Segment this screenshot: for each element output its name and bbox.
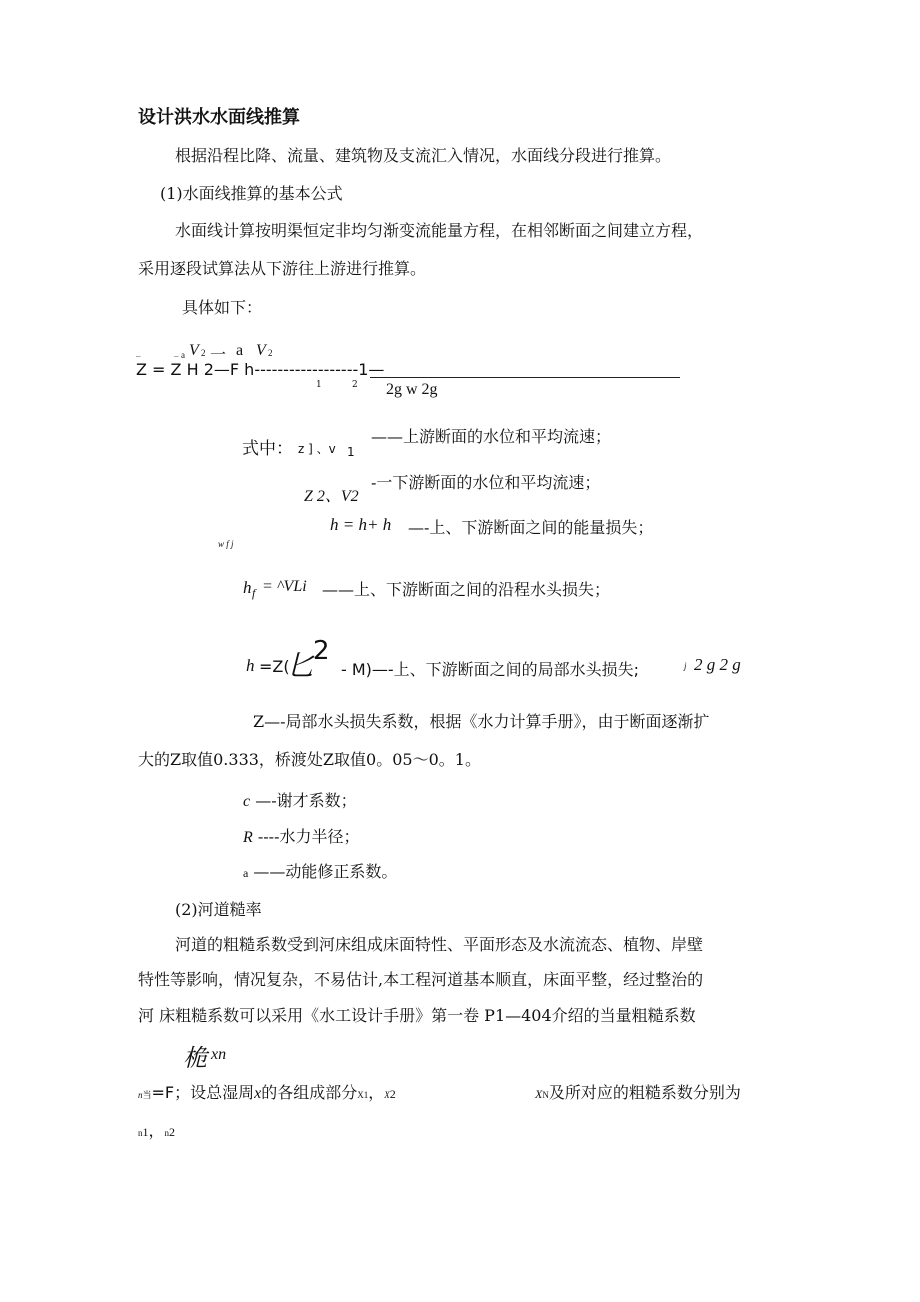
def-local-loss-text: - M)—-上、下游断面之间的局部水头损失; (341, 660, 640, 679)
def-friction-text: ——上、下游断面之间的沿程水头损失； (322, 580, 611, 599)
def-energy-loss-text: —-上、下游断面之间的能量损失； (408, 518, 654, 537)
roughness-coefficients-line (138, 1118, 175, 1141)
roughness-paragraph-line-2: 特性等影响，情况复杂，不易估计,本工程河道基本顺直，床面平整，经过整治的 (138, 970, 704, 989)
radius-def (243, 824, 360, 847)
equivalent-roughness-xn: xn (211, 1046, 227, 1063)
chezy-text: —-谢才系数； (250, 791, 357, 810)
x-symbol: x (254, 1085, 262, 1102)
n1-sub: 1 (142, 1125, 149, 1139)
def-local-loss-tail-j: j (684, 661, 687, 671)
def-energy-loss-symbol: h = h+ h (330, 515, 392, 534)
formula-superscript-mark: _ (136, 347, 141, 357)
page-title: 设计洪水水面线推算 (138, 107, 300, 128)
intro-paragraph: 根据沿程比降、流量、建筑物及支流汇入情况，水面线分段进行推算。 (175, 146, 672, 165)
def-local-loss-eq: =Z( (259, 657, 290, 676)
components-text: 的各组成部分 (261, 1083, 358, 1102)
x1-sub: 1 (363, 1090, 369, 1100)
method-paragraph-line-2: 采用逐段试算法从下游往上游进行推算。 (138, 259, 427, 278)
chezy-symbol: c (243, 793, 251, 810)
x2-sub: 2 (389, 1087, 396, 1101)
def-upstream-text: ——上游断面的水位和平均流速； (371, 427, 612, 446)
def-friction-equation: = ^VLi (262, 578, 307, 595)
formula-alpha-2: a (236, 342, 244, 359)
n-comma: ， (148, 1121, 165, 1140)
def-local-loss-symbol: h (246, 656, 255, 675)
def-downstream-text: -一下游断面的水位和平均流速； (371, 473, 601, 492)
n1-symbol: n (138, 1128, 143, 1138)
comma: ， (368, 1083, 385, 1102)
chezy-def (243, 788, 357, 811)
def-upstream-symbol-sub: 1 (347, 445, 355, 459)
x2-symbol: X (384, 1090, 390, 1100)
x1-symbol: X (357, 1090, 364, 1100)
roughness-paragraph-line-1: 河道的粗糙系数受到河床组成床面特性、平面形态及水流流态、植物、岸壁 (175, 935, 704, 954)
formula-sub-2: 2 (352, 380, 358, 390)
alpha-symbol: a (243, 866, 249, 880)
def-local-loss-tail: 2 g 2 g (694, 655, 741, 674)
section-1-heading: (1)水面线推算的基本公式 (160, 184, 343, 203)
section-2-heading: (2)河道糙率 (175, 900, 262, 919)
formula-minus: 一 (210, 345, 227, 364)
n2-symbol: n (164, 1128, 170, 1138)
alpha-def (243, 859, 397, 882)
def-upstream-symbol: z ] 、v (298, 442, 336, 456)
zeta-line-1: Z—-局部水头损失系数，根据《水力计算手册》，由于断面逐渐扩 (253, 712, 710, 731)
formula-main-line: Z = Z H 2—F h------------------1— (136, 360, 385, 379)
wetted-perimeter-tail (535, 1080, 741, 1103)
def-local-loss-glyph: 匕 (286, 649, 315, 682)
formula-sub-1: 1 (316, 380, 322, 390)
def-local-loss-superscript: 2 (313, 636, 330, 666)
n2-sub: 2 (169, 1125, 176, 1139)
formula-v2-upper-sub: 2 (201, 348, 206, 358)
xn-sub: N (542, 1090, 549, 1100)
radius-text: ----水力半径； (252, 827, 360, 846)
formula-v2-lower-sub: 2 (268, 348, 273, 358)
formula-v2-lower: V (256, 342, 266, 359)
n-dang-sub: 当 (142, 1091, 152, 1101)
formula-v2-upper: V (189, 342, 199, 359)
def-friction-symbol: h (243, 578, 252, 597)
xn-symbol: X (535, 1087, 543, 1101)
formula-superscript-mark: _ (174, 347, 179, 357)
def-energy-loss-subscripts: w f j (218, 539, 234, 549)
eq-f-text: =F；设总湿周 (151, 1083, 255, 1102)
n-symbol: n (138, 1090, 143, 1100)
equivalent-roughness-glyph: 桅 (183, 1044, 207, 1072)
wetted-perimeter-line (138, 1080, 396, 1103)
def-downstream-symbol: Z 2、V2 (304, 488, 359, 505)
method-paragraph-line-1: 水面线计算按明渠恒定非均匀渐变流能量方程，在相邻断面之间建立方程， (175, 221, 704, 240)
details-lead: 具体如下： (182, 298, 263, 317)
def-friction-symbol-sub: f (252, 586, 256, 600)
definitions-label: 式中： (242, 439, 293, 459)
formula-denominator: 2g w 2g (386, 381, 438, 398)
zeta-line-2: 大的Z取值0.333，桥渡处Z取值0。05〜0。1。 (138, 750, 481, 769)
radius-symbol: R (243, 829, 253, 846)
tail-text: 及所对应的粗糙系数分别为 (548, 1083, 741, 1102)
formula-fraction-bar (370, 377, 680, 378)
roughness-paragraph-line-3: 河 床粗糙系数可以采用《水工设计手册》第一卷 P1—404介绍的当量粗糙系数 (138, 1006, 696, 1025)
formula-alpha-1: a (181, 350, 185, 360)
alpha-text: ——动能修正系数。 (248, 862, 398, 881)
